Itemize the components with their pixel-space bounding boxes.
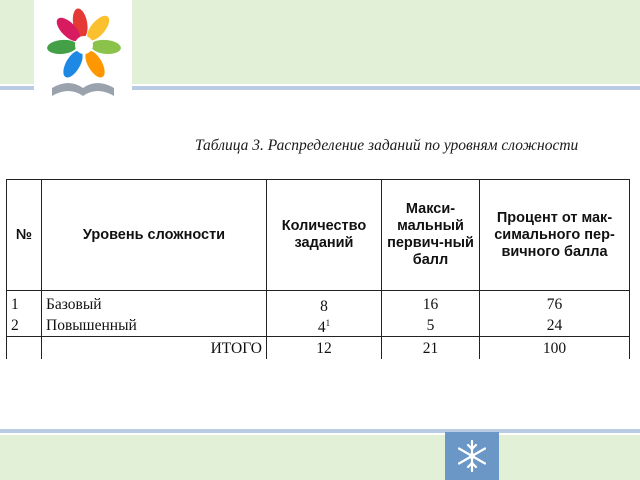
cell-level: Базовый <box>42 291 267 316</box>
footer-divider <box>0 429 640 433</box>
footer-band <box>0 435 640 480</box>
total-percent: 100 <box>480 337 630 360</box>
cell-empty <box>7 337 42 360</box>
count-value: 4 <box>317 319 326 336</box>
total-count: 12 <box>267 337 382 360</box>
count-footnote: 1 <box>325 318 331 328</box>
difficulty-table <box>6 179 630 359</box>
table-caption: Таблица 3. Распределение заданий по уровням сложности <box>195 137 579 154</box>
total-max-score: 21 <box>382 337 480 360</box>
cell-level: Повышенный <box>42 315 267 337</box>
cell-num: 1 <box>7 291 42 316</box>
header-level: Уровень сложности <box>42 180 267 291</box>
table-header-row <box>7 180 630 291</box>
table-row <box>7 315 630 337</box>
cell-count <box>267 315 382 337</box>
cell-count <box>267 291 382 316</box>
header-count: Количество заданий <box>267 180 382 291</box>
cell-max-score: 5 <box>382 315 480 337</box>
total-label: ИТОГО <box>42 337 267 360</box>
table-row <box>7 291 630 316</box>
cell-max-score: 16 <box>382 291 480 316</box>
snowflake-icon <box>445 432 499 480</box>
count-value: 8 <box>320 298 328 315</box>
cell-percent: 24 <box>480 315 630 337</box>
hands-logo-icon <box>34 0 132 104</box>
cell-num: 2 <box>7 315 42 337</box>
header-max-score: Макси-мальный первич-ный балл <box>382 180 480 291</box>
table-total-row <box>7 337 630 360</box>
header-num: № <box>7 180 42 291</box>
header-percent: Процент от мак-симального пер-вичного балла <box>480 180 630 291</box>
cell-percent: 76 <box>480 291 630 316</box>
